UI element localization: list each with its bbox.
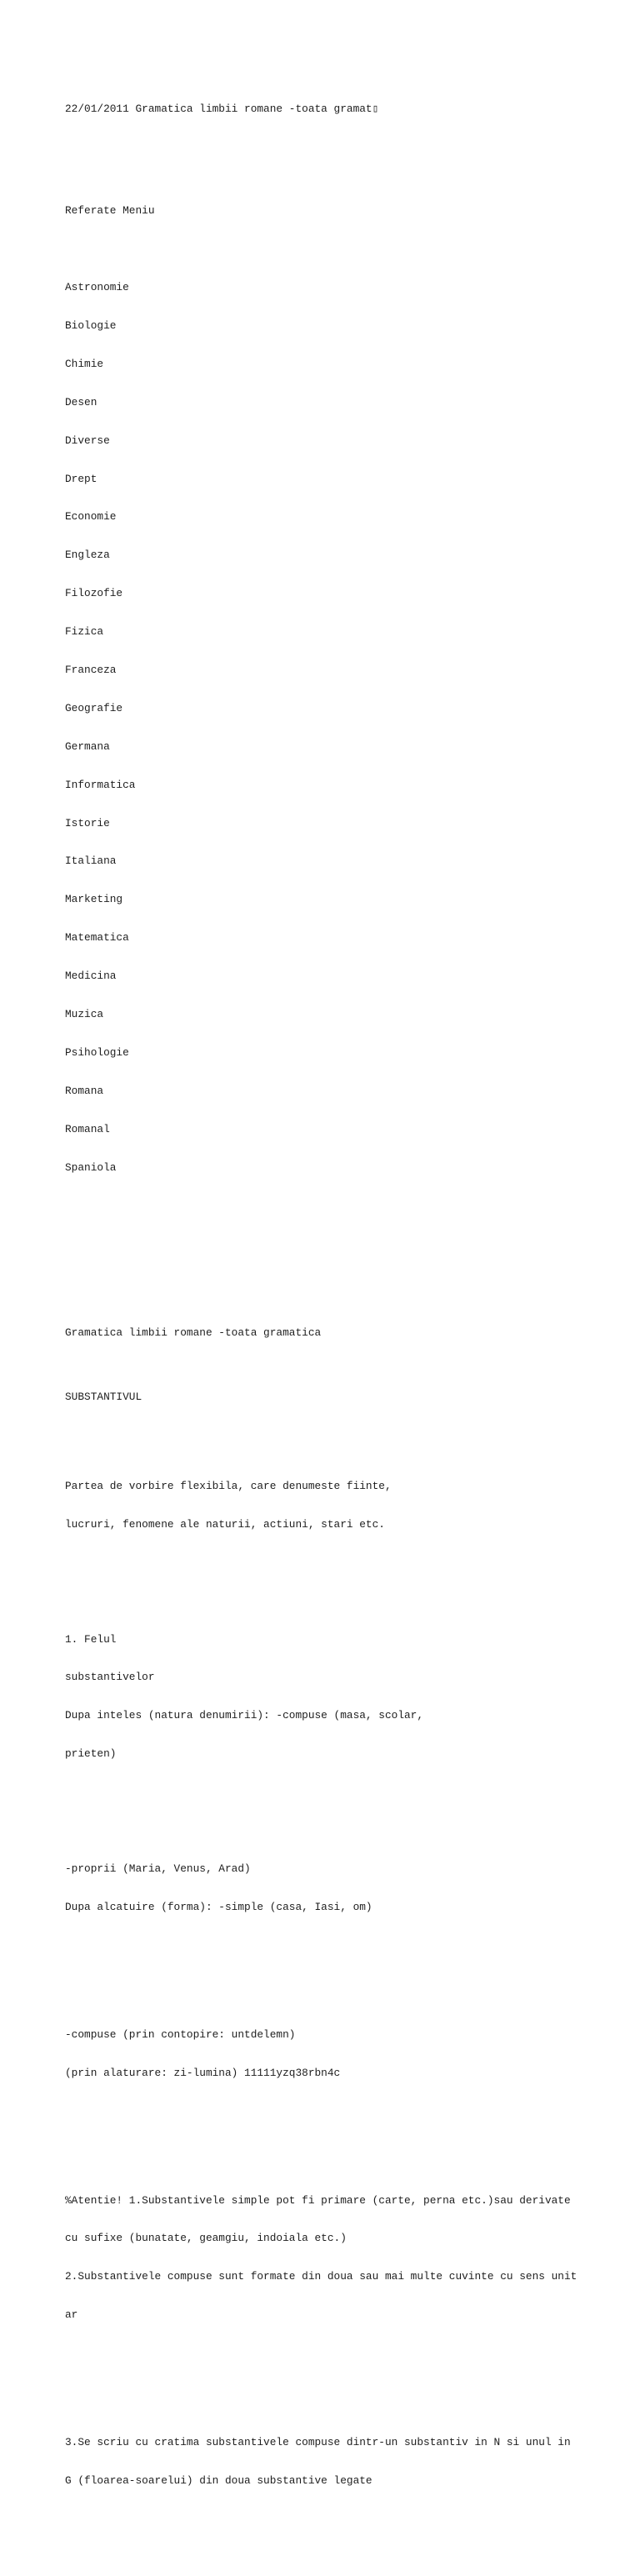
text-line: cu sufixe (bunatate, geamgiu, indoiala etc.) [65,2232,347,2245]
text-line: Dupa alcatuire (forma): -simple (casa, Iasi, om) [65,1900,372,1913]
menu-item: Romanal [65,1122,110,1135]
text-line: 2.Substantivele compuse sunt formate din doua sau mai multe cuvinte cu sens unit [65,2270,578,2283]
menu-item: Informatica [65,778,136,791]
text-line: 1. Felul [65,1632,117,1646]
menu-item: Franceza [65,663,117,676]
text-line: G (floarea-soarelui) din doua substantive legate [65,2474,372,2488]
text-line: Dupa inteles (natura denumirii): -compuse (masa, scolar, [65,1709,424,1722]
menu-section [65,179,577,1225]
paragraph [65,2168,577,2347]
menu-item: Spaniola [65,1160,117,1174]
text-line: substantivelor [65,1671,155,1684]
menu-item: Economie [65,510,117,524]
paragraph [65,1454,577,1556]
text-line: -compuse (prin contopire: untdelemn) [65,2027,296,2041]
text-line: %Atentie! 1.Substantivele simple pot fi primare (carte, perna etc.)sau derivate [65,2193,571,2207]
text-line: (prin alaturare: zi-lumina) 11111yzq38rbn4c [65,2066,341,2079]
paragraph [65,1607,577,1786]
menu-item: Marketing [65,893,123,906]
paragraph [65,1837,577,1938]
menu-item: Istorie [65,816,110,829]
menu-item: Geografie [65,701,123,714]
section-heading: SUBSTANTIVUL [65,1390,142,1403]
text-line: Partea de vorbire flexibila, care denumeste fiinte, [65,1479,392,1492]
text-line: 3.Se scriu cu cratima substantivele compuse dintr-un substantiv in N si unul in [65,2436,571,2449]
menu-item: Diverse [65,434,110,447]
menu-item: Fizica [65,625,104,639]
paragraph [65,2411,577,2513]
menu-item: Romana [65,1084,104,1097]
menu-item: Medicina [65,970,117,983]
menu-list [65,255,577,1199]
menu-item: Astronomie [65,281,129,294]
menu-item: Germana [65,739,110,753]
article-title: Gramatica limbii romane -toata gramatica [65,1326,322,1340]
menu-item: Muzica [65,1007,104,1020]
text-line: -proprii (Maria, Venus, Arad) [65,1862,251,1875]
menu-title: Referate Meniu [65,204,155,218]
text-line: ar [65,2308,78,2322]
menu-item: Filozofie [65,587,123,600]
text-line: prieten) [65,1747,117,1761]
menu-item: Chimie [65,357,104,370]
paragraph [65,2002,577,2104]
header-line: 22/01/2011 Gramatica limbii romane -toata gramat▯ [65,102,379,115]
article-section [65,1301,577,2538]
text-line: lucruri, fenomene ale naturii, actiuni, stari etc. [65,1517,385,1531]
menu-item: Engleza [65,549,110,562]
menu-item: Drept [65,472,98,485]
menu-item: Italiana [65,854,117,868]
menu-item: Desen [65,395,98,408]
document-content [65,64,577,2576]
menu-item: Matematica [65,931,129,945]
menu-item: Biologie [65,318,117,332]
menu-item: Psihologie [65,1045,129,1059]
